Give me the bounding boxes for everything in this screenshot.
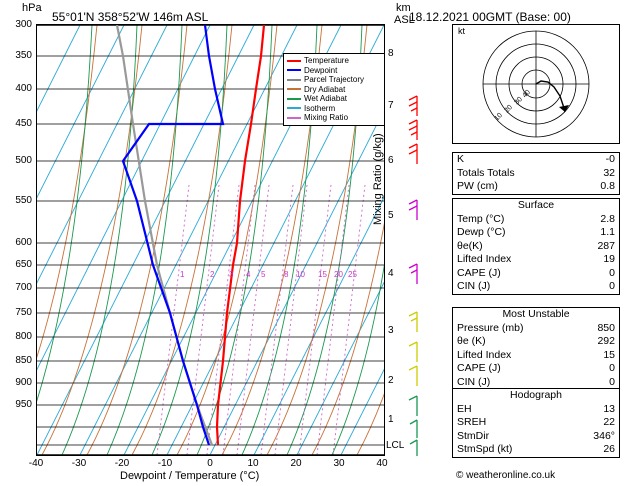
mu-name-pressure: Pressure (mb): [457, 321, 524, 334]
x-tick-30: 30: [333, 458, 345, 469]
mu-value-cin: 0: [609, 375, 615, 388]
surface-name-dewp: Dewp (°C): [457, 226, 506, 238]
svg-text:5: 5: [261, 270, 266, 279]
copyright-footer: © weatheronline.co.uk: [456, 470, 556, 481]
legend-item-dewpoint: [287, 66, 385, 76]
mu-value-cape: 0: [609, 362, 615, 374]
dewpoint-line: [123, 25, 223, 445]
y-tick-500: 500: [15, 155, 32, 166]
km-tick-1: 1: [388, 414, 394, 425]
index-row-totals-totals: [453, 167, 619, 181]
index-row-k: [453, 153, 619, 167]
surface-value-dewp: 1.1: [600, 226, 615, 238]
svg-text:20: 20: [334, 270, 343, 279]
legend-item-temperature: [287, 56, 385, 66]
hodo-value-eh: 13: [603, 402, 615, 415]
hodograph-unit-label: kt: [458, 26, 466, 36]
indices-hodograph-table: [452, 388, 620, 458]
mu-name-lifted-index: Lifted Index: [457, 348, 512, 361]
y-tick-850: 850: [15, 355, 32, 366]
wind-barb-390mb: [409, 120, 417, 140]
hodo-name-stmspd: StmSpd (kt): [457, 443, 513, 455]
mixing-ratio-lines: [157, 185, 365, 455]
y-tick-350: 350: [15, 50, 32, 61]
hodo-row-eh: [453, 403, 619, 417]
km-tick-7: 7: [388, 100, 394, 111]
legend-swatch-dry-adiabat: [287, 88, 301, 90]
legend-label-parcel-trajectory: Parcel Trajectory: [304, 75, 365, 84]
y-tick-950: 950: [15, 399, 32, 410]
mu-name-theta-e: θe (K): [457, 335, 486, 347]
index-name-totals-totals: Totals Totals: [457, 166, 515, 179]
legend-label-temperature: Temperature: [304, 56, 349, 65]
hodograph-svg: [453, 25, 619, 143]
index-name-k: K: [457, 153, 465, 165]
svg-text:20: 20: [503, 103, 514, 115]
hodo-row-stmdir: [453, 430, 619, 444]
x-axis-title: Dewpoint / Temperature (°C): [120, 470, 260, 482]
km-tick-5: 5: [388, 210, 394, 221]
legend-label-mixing-ratio: Mixing Ratio: [304, 113, 349, 122]
wind-barb-svg: [404, 24, 430, 456]
legend-label-isotherm: Isotherm: [304, 103, 336, 113]
height-axis-reference: ASL: [394, 14, 415, 26]
indices-general-table: [452, 152, 620, 195]
x-tick-20: 20: [290, 458, 302, 469]
mu-row-lifted-index: [453, 349, 619, 363]
x-tick-m30: -30: [71, 458, 87, 469]
surface-name-cape: CAPE (J): [457, 266, 501, 279]
km-tick-8: 8: [388, 48, 394, 59]
surface-value-cin: 0: [609, 280, 615, 292]
legend-swatch-dewpoint: [287, 69, 301, 71]
svg-text:1: 1: [180, 270, 185, 279]
index-row-pw: [453, 180, 619, 194]
y-tick-800: 800: [15, 331, 32, 342]
y-tick-300: 300: [15, 19, 32, 30]
hodograph-table-title: Hodograph: [510, 389, 562, 401]
y-tick-650: 650: [15, 259, 32, 270]
svg-text:10: 10: [493, 111, 504, 123]
mu-name-cape: CAPE (J): [457, 362, 501, 374]
hodo-row-sreh: [453, 416, 619, 430]
wind-barb-420mb: [409, 144, 417, 164]
surface-value-temp: 2.8: [600, 212, 615, 225]
lcl-label: LCL: [386, 440, 405, 451]
wind-barb-800mb: [409, 366, 417, 386]
mixing-ratio-labels: [180, 270, 357, 279]
sounding-diagram: [36, 24, 385, 456]
legend-swatch-isotherm: [287, 107, 301, 109]
mu-value-lifted-index: 15: [603, 348, 615, 361]
mu-row-theta-e: [453, 335, 619, 349]
surface-row-temp: [453, 213, 619, 227]
parcel-trajectory-line: [117, 25, 212, 445]
surface-value-lifted-index: 19: [603, 253, 615, 265]
x-tick-0: 0: [207, 458, 213, 469]
legend-item-parcel-trajectory: [287, 75, 385, 85]
svg-text:40: 40: [521, 88, 532, 100]
hodo-value-sreh: 22: [603, 416, 615, 428]
mu-row-cin: [453, 376, 619, 390]
x-tick-40: 40: [376, 458, 388, 469]
wind-barb-975mb: [410, 440, 417, 456]
pressure-axis-unit: hPa: [22, 2, 42, 14]
svg-text:10: 10: [296, 270, 305, 279]
hodo-value-stmspd: 26: [603, 443, 615, 455]
legend-swatch-temperature: [287, 60, 301, 62]
indices-surface-table: [452, 198, 620, 295]
hodo-name-stmdir: StmDir: [457, 429, 490, 442]
x-tick-m20: -20: [114, 458, 130, 469]
hodograph: [452, 24, 620, 144]
hodo-value-stmdir: 346°: [593, 429, 615, 442]
surface-value-theta-e: 287: [597, 239, 615, 252]
surface-value-cape: 0: [609, 266, 615, 279]
legend-item-isotherm: [287, 104, 385, 114]
station-title: 55°01'N 358°52'W 146m ASL: [52, 10, 209, 24]
legend-item-wet-adiabat: [287, 94, 385, 104]
hodo-row-stmspd: [453, 443, 619, 457]
surface-table-title: Surface: [517, 199, 555, 211]
surface-name-theta-e: θe(K): [457, 239, 483, 252]
legend-swatch-parcel-trajectory: [287, 79, 301, 81]
mu-row-pressure: [453, 322, 619, 336]
svg-text:8: 8: [284, 270, 289, 279]
y-tick-750: 750: [15, 307, 32, 318]
y-tick-550: 550: [15, 195, 32, 206]
wind-barb-925mb: [410, 420, 417, 438]
mu-value-pressure: 850: [597, 321, 615, 334]
km-tick-4: 4: [388, 268, 394, 279]
svg-text:4: 4: [246, 270, 251, 279]
surface-name-cin: CIN (J): [457, 280, 491, 292]
mu-row-cape: [453, 362, 619, 376]
legend-swatch-wet-adiabat: [287, 98, 301, 100]
mixing-ratio-axis-title: Mixing Ratio (g/kg): [372, 133, 384, 225]
legend-label-dry-adiabat: Dry Adiabat: [304, 84, 346, 94]
wind-barb-500mb: [409, 200, 417, 220]
km-tick-6: 6: [388, 155, 394, 166]
wind-barb-750mb: [409, 342, 417, 362]
index-name-pw: PW (cm): [457, 180, 498, 192]
legend-swatch-mixing-ratio: [287, 117, 301, 119]
index-value-pw: 0.8: [600, 180, 615, 192]
legend-label-dewpoint: Dewpoint: [304, 65, 338, 75]
y-tick-450: 450: [15, 118, 32, 129]
y-tick-400: 400: [15, 83, 32, 94]
mu-name-cin: CIN (J): [457, 375, 491, 388]
legend: [283, 53, 385, 126]
km-tick-3: 3: [388, 325, 394, 336]
surface-name-temp: Temp (°C): [457, 212, 505, 225]
indices-most-unstable-table: [452, 307, 620, 390]
index-value-k: -0: [605, 153, 615, 165]
wind-barb-600mb: [409, 264, 417, 284]
hodo-name-eh: EH: [457, 402, 472, 415]
y-tick-700: 700: [15, 282, 32, 293]
surface-row-cin: [453, 280, 619, 294]
surface-name-lifted-index: Lifted Index: [457, 253, 512, 265]
surface-row-lifted-index: [453, 253, 619, 267]
x-tick-m10: -10: [157, 458, 173, 469]
svg-text:30: 30: [513, 95, 524, 107]
wind-barb-700mb: [409, 312, 417, 332]
surface-row-cape: [453, 267, 619, 281]
surface-row-theta-e: [453, 240, 619, 254]
hodo-name-sreh: SREH: [457, 416, 487, 428]
y-tick-600: 600: [15, 237, 32, 248]
height-axis-unit: km: [396, 2, 411, 14]
legend-item-mixing-ratio: [287, 113, 385, 123]
svg-text:25: 25: [348, 270, 357, 279]
wind-barb-column: [404, 24, 430, 456]
legend-label-wet-adiabat: Wet Adiabat: [304, 94, 347, 103]
wind-barb-875mb: [409, 396, 417, 416]
wind-barb-360mb: [409, 96, 417, 116]
km-tick-2: 2: [388, 375, 394, 386]
x-tick-10: 10: [247, 458, 259, 469]
svg-text:2: 2: [210, 270, 215, 279]
svg-text:15: 15: [318, 270, 327, 279]
mu-value-theta-e: 292: [597, 335, 615, 347]
hodograph-ring-labels: [493, 89, 532, 123]
svg-text:3: 3: [229, 270, 234, 279]
x-tick-m40: -40: [28, 458, 44, 469]
surface-row-dewp: [453, 226, 619, 240]
y-tick-900: 900: [15, 377, 32, 388]
run-datetime-title: 18.12.2021 00GMT (Base: 00): [409, 10, 571, 24]
index-value-totals-totals: 32: [603, 166, 615, 179]
legend-item-dry-adiabat: [287, 85, 385, 95]
most-unstable-title: Most Unstable: [502, 308, 570, 320]
